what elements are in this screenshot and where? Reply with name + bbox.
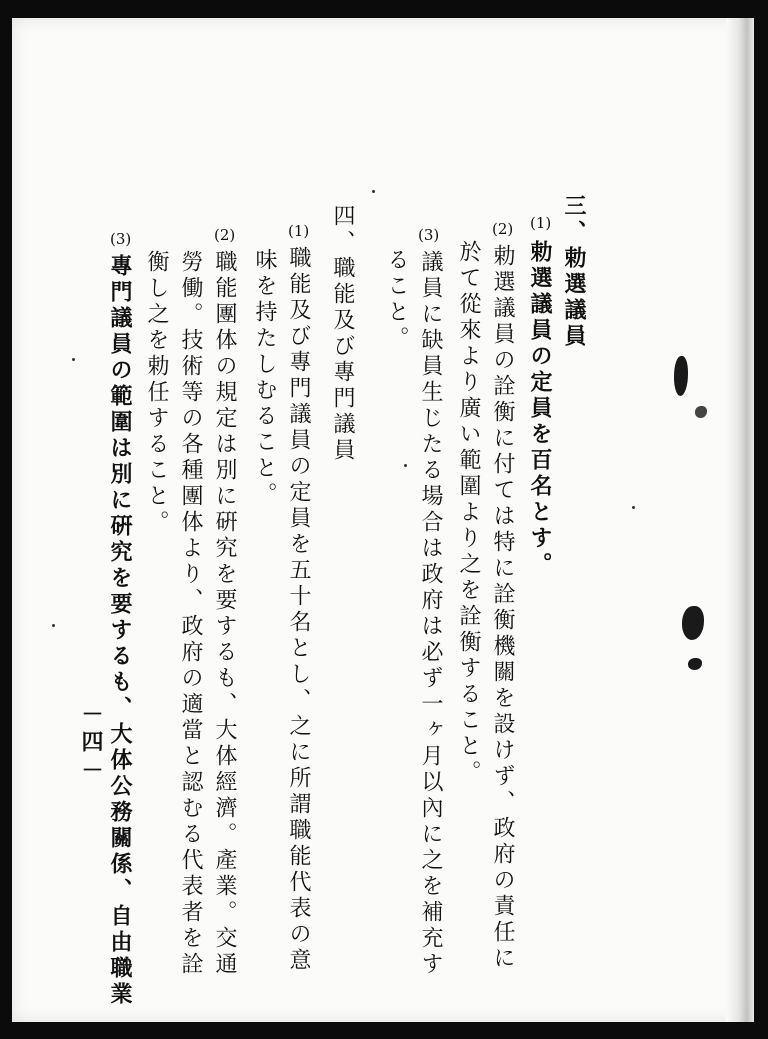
ink-stain [688,658,702,670]
section3-heading: 三、勅選議員 [561,194,587,350]
section4-item1-text: 職能及び專門議員の定員を五十名とし、之に所謂職能代表の意 [286,246,311,974]
section3-item1-number: (1) [530,214,552,232]
section4-item2-text: 職能團体の規定は別に硏究を要するも、大体經濟。產業。交通 [212,250,237,978]
section3-item3-number: (3) [418,226,440,244]
section4-item1-number: (1) [288,222,310,240]
section4-item1-continuation: 味を持たしむること。 [252,248,277,508]
section3-item3-continuation: ること。 [384,248,409,352]
ink-speck [632,506,635,509]
ink-speck [404,464,407,467]
section4-item3-number: (3) [110,230,132,248]
ink-stain [674,356,688,396]
section3-item2-number: (2) [492,220,514,238]
ink-stain [682,606,704,640]
page-number: －四－ [78,702,104,786]
section3-item1-text: 勅選議員の定員を百名とす。 [527,240,553,578]
ink-speck [372,190,375,193]
section4-heading: 四、職能及び專門議員 [330,204,355,464]
page-edge-shadow [726,18,754,1022]
ink-stain [695,406,707,418]
section4-item2-continuation-2: 衡し之を勅任すること。 [144,250,169,536]
section4-item3-text: 專門議員の範圍は別に硏究を要するも、大体公務關係、自由職業 [107,254,133,1008]
section4-item2-continuation: 勞働。技術等の各種團体より、政府の適當と認むる代表者を詮 [178,250,203,978]
section3-item3-text: 議員に缺員生じたる場合は政府は必ず一ヶ月以內に之を補充す [418,250,443,978]
ink-speck [52,624,55,627]
document-page [12,18,754,1022]
section3-item2-text: 勅選議員の詮衡に付ては特に詮衡機關を設けず、政府の責任に [490,244,515,972]
section3-item2-continuation: 於て從來より廣い範圍より之を詮衡すること。 [456,240,481,786]
ink-speck [72,358,75,361]
section4-item2-number: (2) [214,226,236,244]
